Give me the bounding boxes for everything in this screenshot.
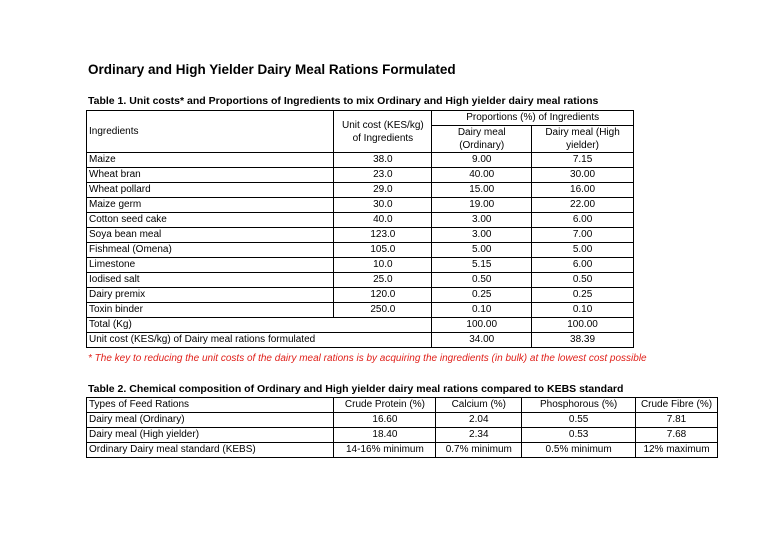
ingredient-high: 22.00 xyxy=(532,198,634,213)
ingredient-ordinary: 9.00 xyxy=(432,153,532,168)
ingredient-ordinary: 5.15 xyxy=(432,258,532,273)
crude-protein: 18.40 xyxy=(334,428,436,443)
header-unit-cost xyxy=(334,111,432,153)
calcium: 2.34 xyxy=(436,428,522,443)
ingredient-cost: 120.0 xyxy=(334,288,432,303)
total-row xyxy=(87,318,634,333)
ingredient-cost: 29.0 xyxy=(334,183,432,198)
ingredient-high: 0.50 xyxy=(532,273,634,288)
total-ordinary: 100.00 xyxy=(432,318,532,333)
header-crude-protein: Crude Protein (%) xyxy=(334,398,436,413)
feed-type: Dairy meal (Ordinary) xyxy=(87,413,334,428)
ingredient-name: Fishmeal (Omena) xyxy=(87,243,334,258)
ingredient-ordinary: 0.25 xyxy=(432,288,532,303)
ingredient-name: Toxin binder xyxy=(87,303,334,318)
ingredient-high: 7.00 xyxy=(532,228,634,243)
unit-cost-label: Unit cost (KES/kg) of Dairy meal rations formulated xyxy=(87,333,432,348)
ingredient-name: Limestone xyxy=(87,258,334,273)
ingredient-cost: 105.0 xyxy=(334,243,432,258)
header-ordinary-line2: (Ordinary) xyxy=(459,140,505,151)
ingredient-name: Maize xyxy=(87,153,334,168)
header-high-line1: Dairy meal (High xyxy=(545,127,620,138)
header-high-line2: yielder) xyxy=(566,140,599,151)
ingredient-ordinary: 0.10 xyxy=(432,303,532,318)
ingredient-name: Wheat pollard xyxy=(87,183,334,198)
ingredient-ordinary: 0.50 xyxy=(432,273,532,288)
ingredient-cost: 123.0 xyxy=(334,228,432,243)
ingredient-ordinary: 40.00 xyxy=(432,168,532,183)
crude-protein: 16.60 xyxy=(334,413,436,428)
ingredient-name: Maize germ xyxy=(87,198,334,213)
ingredient-high: 5.00 xyxy=(532,243,634,258)
header-feed-type: Types of Feed Rations xyxy=(87,398,334,413)
cost-footnote: * The key to reducing the unit costs of the dairy meal rations is by acquiring the ingredients (in bulk) at the lowest cost possible xyxy=(88,353,647,364)
table2-caption: Table 2. Chemical composition of Ordinary and High yielder dairy meal rations compared to KEBS standard xyxy=(88,383,624,395)
table-row xyxy=(87,168,634,183)
ingredient-name: Cotton seed cake xyxy=(87,213,334,228)
ingredient-cost: 30.0 xyxy=(334,198,432,213)
calcium: 2.04 xyxy=(436,413,522,428)
feed-type: Ordinary Dairy meal standard (KEBS) xyxy=(87,443,334,458)
ingredient-cost: 25.0 xyxy=(334,273,432,288)
ingredient-cost: 10.0 xyxy=(334,258,432,273)
header-high-yielder xyxy=(532,126,634,153)
phosphorous: 0.5% minimum xyxy=(522,443,636,458)
unit-cost-ordinary: 34.00 xyxy=(432,333,532,348)
table-row xyxy=(87,303,634,318)
chemical-composition-table xyxy=(86,397,718,458)
table-row xyxy=(87,228,634,243)
ingredient-ordinary: 19.00 xyxy=(432,198,532,213)
crude-fibre: 7.81 xyxy=(636,413,718,428)
crude-fibre: 12% maximum xyxy=(636,443,718,458)
ingredient-name: Soya bean meal xyxy=(87,228,334,243)
header-calcium: Calcium (%) xyxy=(436,398,522,413)
unit-cost-row xyxy=(87,333,634,348)
ingredients-cost-table xyxy=(86,110,634,348)
table-row xyxy=(87,273,634,288)
crude-fibre: 7.68 xyxy=(636,428,718,443)
table-row xyxy=(87,288,634,303)
header-ordinary xyxy=(432,126,532,153)
table-row xyxy=(87,258,634,273)
ingredient-high: 7.15 xyxy=(532,153,634,168)
ingredient-cost: 40.0 xyxy=(334,213,432,228)
total-label: Total (Kg) xyxy=(87,318,432,333)
phosphorous: 0.55 xyxy=(522,413,636,428)
calcium: 0.7% minimum xyxy=(436,443,522,458)
header-crude-fibre: Crude Fibre (%) xyxy=(636,398,718,413)
ingredient-high: 0.10 xyxy=(532,303,634,318)
table-row xyxy=(87,428,718,443)
ingredient-high: 6.00 xyxy=(532,258,634,273)
table-row xyxy=(87,243,634,258)
table-row xyxy=(87,413,718,428)
ingredient-high: 30.00 xyxy=(532,168,634,183)
table-row xyxy=(87,153,634,168)
table-row xyxy=(87,213,634,228)
ingredient-name: Iodised salt xyxy=(87,273,334,288)
header-ordinary-line1: Dairy meal xyxy=(457,127,506,138)
table-row xyxy=(87,443,718,458)
header-ingredients: Ingredients xyxy=(87,111,334,153)
table-header-row xyxy=(87,398,718,413)
table1-caption: Table 1. Unit costs* and Proportions of Ingredients to mix Ordinary and High yielder dairy meal rations xyxy=(88,95,599,107)
ingredient-ordinary: 3.00 xyxy=(432,213,532,228)
ingredient-name: Dairy premix xyxy=(87,288,334,303)
document-title: Ordinary and High Yielder Dairy Meal Rations Formulated xyxy=(88,62,456,77)
ingredient-ordinary: 15.00 xyxy=(432,183,532,198)
ingredient-ordinary: 3.00 xyxy=(432,228,532,243)
header-proportions: Proportions (%) of Ingredients xyxy=(432,111,634,126)
table-row xyxy=(87,198,634,213)
ingredient-ordinary: 5.00 xyxy=(432,243,532,258)
header-unit-cost-line2: of Ingredients xyxy=(352,132,414,144)
ingredient-name: Wheat bran xyxy=(87,168,334,183)
header-unit-cost-line1: Unit cost (KES/kg) xyxy=(342,119,424,131)
total-high: 100.00 xyxy=(532,318,634,333)
table-row xyxy=(87,183,634,198)
ingredient-high: 6.00 xyxy=(532,213,634,228)
crude-protein: 14-16% minimum xyxy=(334,443,436,458)
phosphorous: 0.53 xyxy=(522,428,636,443)
ingredient-cost: 38.0 xyxy=(334,153,432,168)
ingredient-cost: 250.0 xyxy=(334,303,432,318)
ingredient-cost: 23.0 xyxy=(334,168,432,183)
ingredient-high: 0.25 xyxy=(532,288,634,303)
unit-cost-high: 38.39 xyxy=(532,333,634,348)
header-phosphorous: Phosphorous (%) xyxy=(522,398,636,413)
ingredient-high: 16.00 xyxy=(532,183,634,198)
feed-type: Dairy meal (High yielder) xyxy=(87,428,334,443)
